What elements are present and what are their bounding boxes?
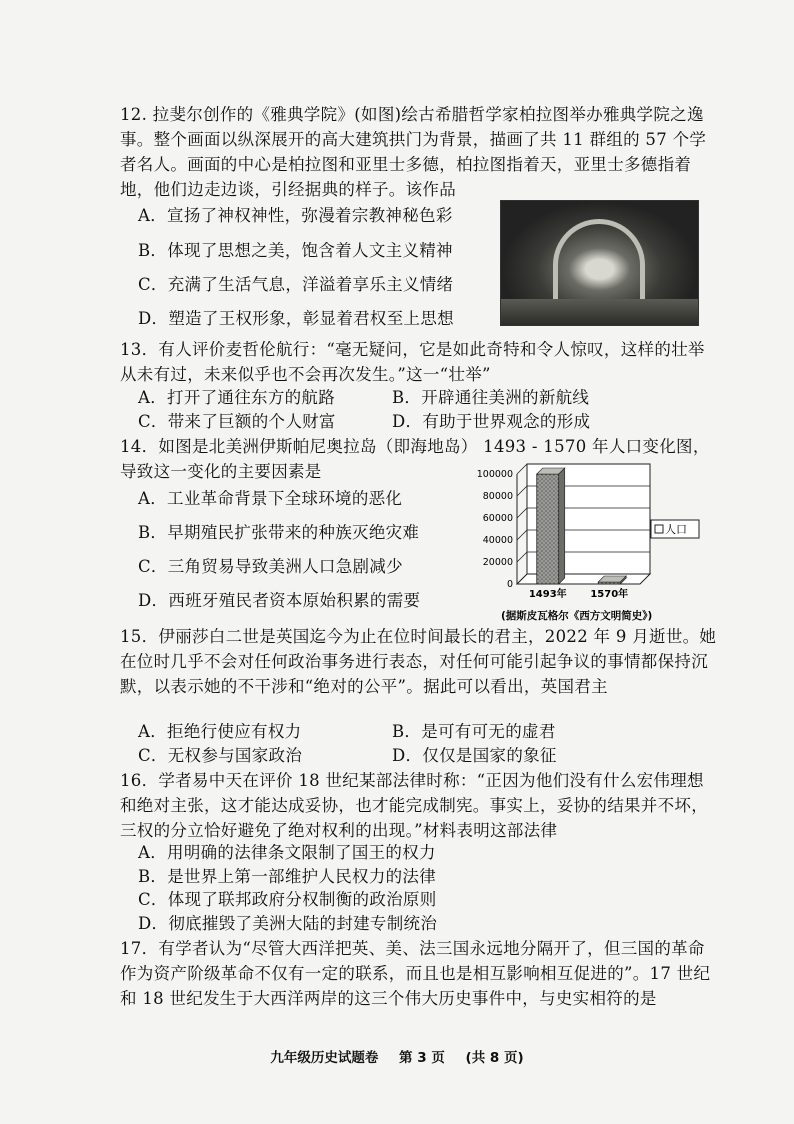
gridline-diag bbox=[517, 508, 527, 518]
q12-option-c[interactable]: C．充满了生活气息，洋溢着享乐主义情绪 bbox=[138, 275, 454, 294]
q15-option-d[interactable]: D．仅仅是国家的象征 bbox=[392, 746, 557, 765]
gridline-diag bbox=[517, 486, 527, 496]
q13-option-c[interactable]: C．带来了巨额的个人财富 bbox=[138, 412, 336, 431]
question-16-stem: 16．学者易中天在评价 18 世纪某部法律时称：“正因为他们没有什么宏伟理想和绝对主张，这才能达成妥协，也才能完成制宪。事实上，妥协的结果并不坏，三权的分立恰好避免了绝对权利的出现。”材料表明这部法律 bbox=[120, 771, 708, 840]
q14-option-d[interactable]: D．西班牙殖民者资本原始积累的需要 bbox=[138, 591, 421, 610]
q16-option-c[interactable]: C．体现了联邦政府分权制衡的政治原则 bbox=[138, 890, 437, 909]
gridline-diag bbox=[517, 552, 527, 562]
school-of-athens-image bbox=[500, 200, 699, 326]
q16-option-a[interactable]: A．用明确的法律条文限制了国王的权力 bbox=[138, 843, 436, 862]
q15-option-b[interactable]: B．是可有可无的虚君 bbox=[392, 722, 556, 741]
y-tick-label: 40000 bbox=[482, 535, 513, 546]
q14-option-a[interactable]: A．工业革命背景下全球环境的恶化 bbox=[138, 489, 403, 508]
chart-source: (据斯皮瓦格尔《西方文明简史》) bbox=[501, 610, 653, 622]
footer-total: (共 8 页) bbox=[465, 1050, 524, 1066]
y-tick-label: 0 bbox=[506, 579, 513, 590]
q12-option-d[interactable]: D．塑造了王权形象，彰显着君权至上思想 bbox=[138, 309, 454, 328]
q14-option-c[interactable]: C．三角贸易导致美洲人口急剧减少 bbox=[138, 557, 403, 576]
photo-floor bbox=[501, 299, 698, 325]
question-17-stem: 17．有学者认为“尽管大西洋把英、美、法三国永远地分隔开了，但三国的革命作为资产阶级革命不仅有一定的联系，而且也是相互影响相互促进的”。17 世纪和 18 世纪发生于大西洋两岸的这三个伟大历史事件中，与史实相符的是 bbox=[120, 939, 711, 1008]
population-chart bbox=[465, 462, 715, 622]
footer-title: 九年级历史试题卷 bbox=[270, 1050, 379, 1066]
question-15-stem: 15．伊丽莎白二世是英国迄今为止在位时间最长的君主，2022 年 9 月逝世。她在位时几乎不会对任何政治事务进行表态，对任何可能引起争议的事情都保持沉默，以表示她的不干涉和“绝对的公平”。据此可以看出，英国君主 bbox=[120, 627, 717, 696]
y-tick-label: 100000 bbox=[476, 469, 513, 480]
legend-swatch bbox=[655, 525, 663, 533]
q12-option-a[interactable]: A．宣扬了神权神性，弥漫着宗教神秘色彩 bbox=[138, 206, 453, 225]
gridline-diag bbox=[517, 530, 527, 540]
footer-page: 第 3 页 bbox=[399, 1050, 445, 1066]
y-tick-label: 80000 bbox=[482, 491, 513, 502]
q15-option-c[interactable]: C．无权参与国家政治 bbox=[138, 746, 303, 765]
gridline-diag bbox=[517, 464, 527, 474]
legend-label: 人口 bbox=[665, 523, 687, 536]
question-14-stem: 14．如图是北美洲伊斯帕尼奥拉岛（即海地岛） 1493 - 1570 年人口变化图，导致这一变化的主要因素是 bbox=[120, 437, 710, 481]
bar-front-0 bbox=[537, 474, 559, 584]
bar-side-0 bbox=[559, 468, 565, 584]
question-12-stem: 12. 拉斐尔创作的《雅典学院》(如图)绘古希腊哲学家柏拉图举办雅典学院之逸事。整个画面以纵深展开的高大建筑拱门为背景，描画了共 11 群组的 57 个学者名人。画面的中心是柏拉图和亚里士多德，柏拉图指着天，亚里士多德指着地，他们边走边谈，引经据典的样子。该作品 bbox=[120, 105, 707, 199]
q15-option-a[interactable]: A．拒绝行使应有权力 bbox=[138, 722, 302, 741]
chart-legend bbox=[651, 520, 699, 538]
q16-option-d[interactable]: D．彻底摧毁了美洲大陆的封建专制统治 bbox=[138, 914, 438, 933]
x-tick-label: 1570年 bbox=[590, 589, 629, 600]
x-tick-label: 1493年 bbox=[528, 589, 567, 600]
question-13-stem: 13．有人评价麦哲伦航行：“毫无疑问，它是如此奇特和令人惊叹，这样的壮举从未有过，未来似乎也不会再次发生。”这一“壮举” bbox=[120, 340, 705, 384]
q13-option-b[interactable]: B．开辟通往美洲的新航线 bbox=[392, 388, 590, 407]
page-footer bbox=[0, 1046, 794, 1066]
y-tick-label: 60000 bbox=[482, 513, 513, 524]
q13-option-d[interactable]: D．有助于世界观念的形成 bbox=[392, 412, 591, 431]
q12-option-b[interactable]: B．体现了思想之美，饱含着人文主义精神 bbox=[138, 241, 453, 260]
q16-option-b[interactable]: B．是世界上第一部维护人民权力的法律 bbox=[138, 867, 437, 886]
y-tick-label: 20000 bbox=[482, 557, 513, 568]
q14-option-b[interactable]: B．早期殖民扩张带来的种族灭绝灾难 bbox=[138, 523, 420, 542]
q13-option-a[interactable]: A．打开了通往东方的航路 bbox=[138, 388, 336, 407]
